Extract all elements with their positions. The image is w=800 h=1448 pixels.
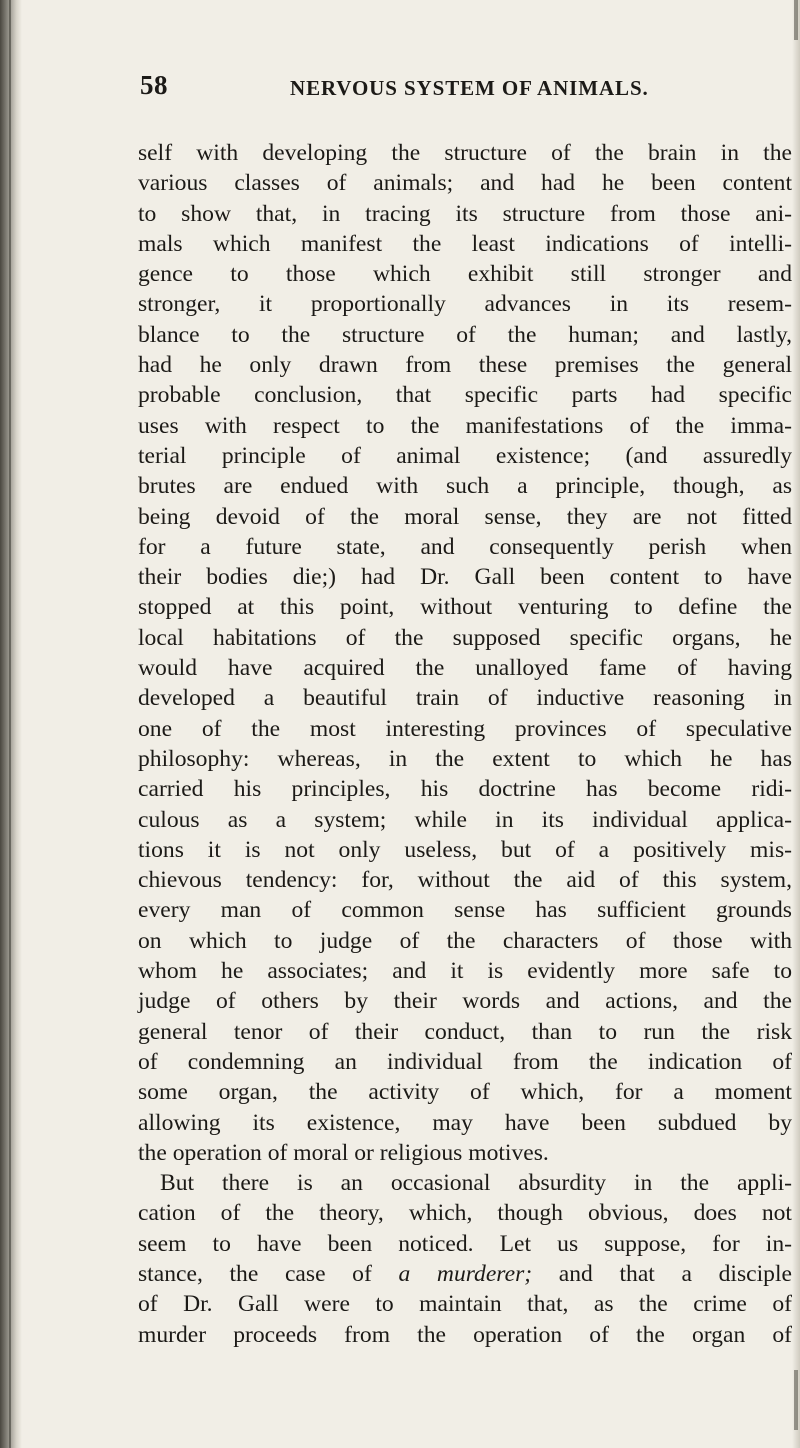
text-line: mals which manifest the least indications of intelli-: [138, 230, 792, 257]
binding-shadow: [0, 0, 22, 1448]
text-line: on which to judge of the characters of those with: [138, 927, 792, 954]
text-line: one of the most interesting provinces of speculative: [138, 715, 792, 742]
text-line: some organ, the activity of which, for a moment: [138, 1079, 792, 1106]
text-line-mixed: [138, 1259, 792, 1289]
text-line: brutes are endued with such a principle, though, as: [138, 473, 792, 500]
text-line: philosophy: whereas, in the extent to which he has: [138, 745, 792, 772]
text-line: allowing its existence, may have been subdued by: [138, 1109, 792, 1136]
text-line: judge of others by their words and actions, and the: [138, 988, 792, 1015]
text-line: tions it is not only useless, but of a positively mis-: [138, 836, 792, 863]
running-head: NERVOUS SYSTEM OF ANIMALS.: [290, 76, 649, 100]
text-line: stopped at this point, without venturing to define the: [138, 594, 792, 621]
text-line: the operation of moral or religious motives.: [138, 1139, 549, 1166]
text-line: general tenor of their conduct, than to run the risk: [138, 1018, 792, 1045]
text-segment: and that a disciple: [532, 1260, 792, 1287]
text-line: developed a beautiful train of inductive reasoning in: [138, 685, 792, 712]
edge-mark: [794, 0, 798, 40]
text-segment: stance, the case of: [138, 1260, 399, 1287]
page-edge: [792, 0, 800, 1448]
text-line: to show that, in tracing its structure from those ani-: [138, 200, 792, 227]
page-header: [140, 70, 800, 110]
text-line: of condemning an individual from the indication of: [138, 1048, 792, 1075]
text-line: terial principle of animal existence; (and assuredly: [138, 442, 792, 469]
text-line: local habitations of the supposed specific organs, he: [138, 624, 792, 651]
text-line: uses with respect to the manifestations of the imma-: [138, 412, 792, 439]
text-line: had he only drawn from these premises the general: [138, 352, 792, 379]
text-line: But there is an occasional absurdity in the appli-: [160, 1170, 792, 1197]
text-line: would have acquired the unalloyed fame of having: [138, 655, 792, 682]
italic-phrase: a murderer;: [398, 1260, 533, 1287]
text-line: every man of common sense has sufficient grounds: [138, 897, 792, 924]
text-line: various classes of animals; and had he been content: [138, 170, 792, 197]
text-line: probable conclusion, that specific parts had specific: [138, 382, 792, 409]
body-text: [138, 138, 792, 1350]
text-line: murder proceeds from the operation of the organ of: [138, 1321, 792, 1348]
text-line: blance to the structure of the human; and lastly,: [138, 321, 792, 348]
text-line: culous as a system; while in its individual applica-: [138, 806, 792, 833]
text-line: of Dr. Gall were to maintain that, as the crime of: [138, 1291, 792, 1318]
page-number: 58: [140, 70, 168, 100]
text-line: self with developing the structure of the brain in the: [138, 140, 792, 166]
text-line: cation of the theory, which, though obvious, does not: [138, 1200, 792, 1227]
text-line: stronger, it proportionally advances in its resem-: [138, 291, 792, 318]
text-line: their bodies die;) had Dr. Gall been content to have: [138, 564, 792, 591]
text-line: carried his principles, his doctrine has become ridi-: [138, 776, 792, 803]
text-line: chievous tendency: for, without the aid of this system,: [138, 867, 792, 894]
edge-mark: [794, 1370, 798, 1430]
text-line: being devoid of the moral sense, they are not fitted: [138, 503, 792, 530]
text-line: for a future state, and consequently perish when: [138, 533, 792, 560]
text-line: whom he associates; and it is evidently more safe to: [138, 958, 792, 985]
binding-edge: [9, 0, 11, 1448]
text-line: seem to have been noticed. Let us suppose, for in-: [138, 1230, 792, 1257]
text-line: gence to those which exhibit still stronger and: [138, 261, 792, 288]
